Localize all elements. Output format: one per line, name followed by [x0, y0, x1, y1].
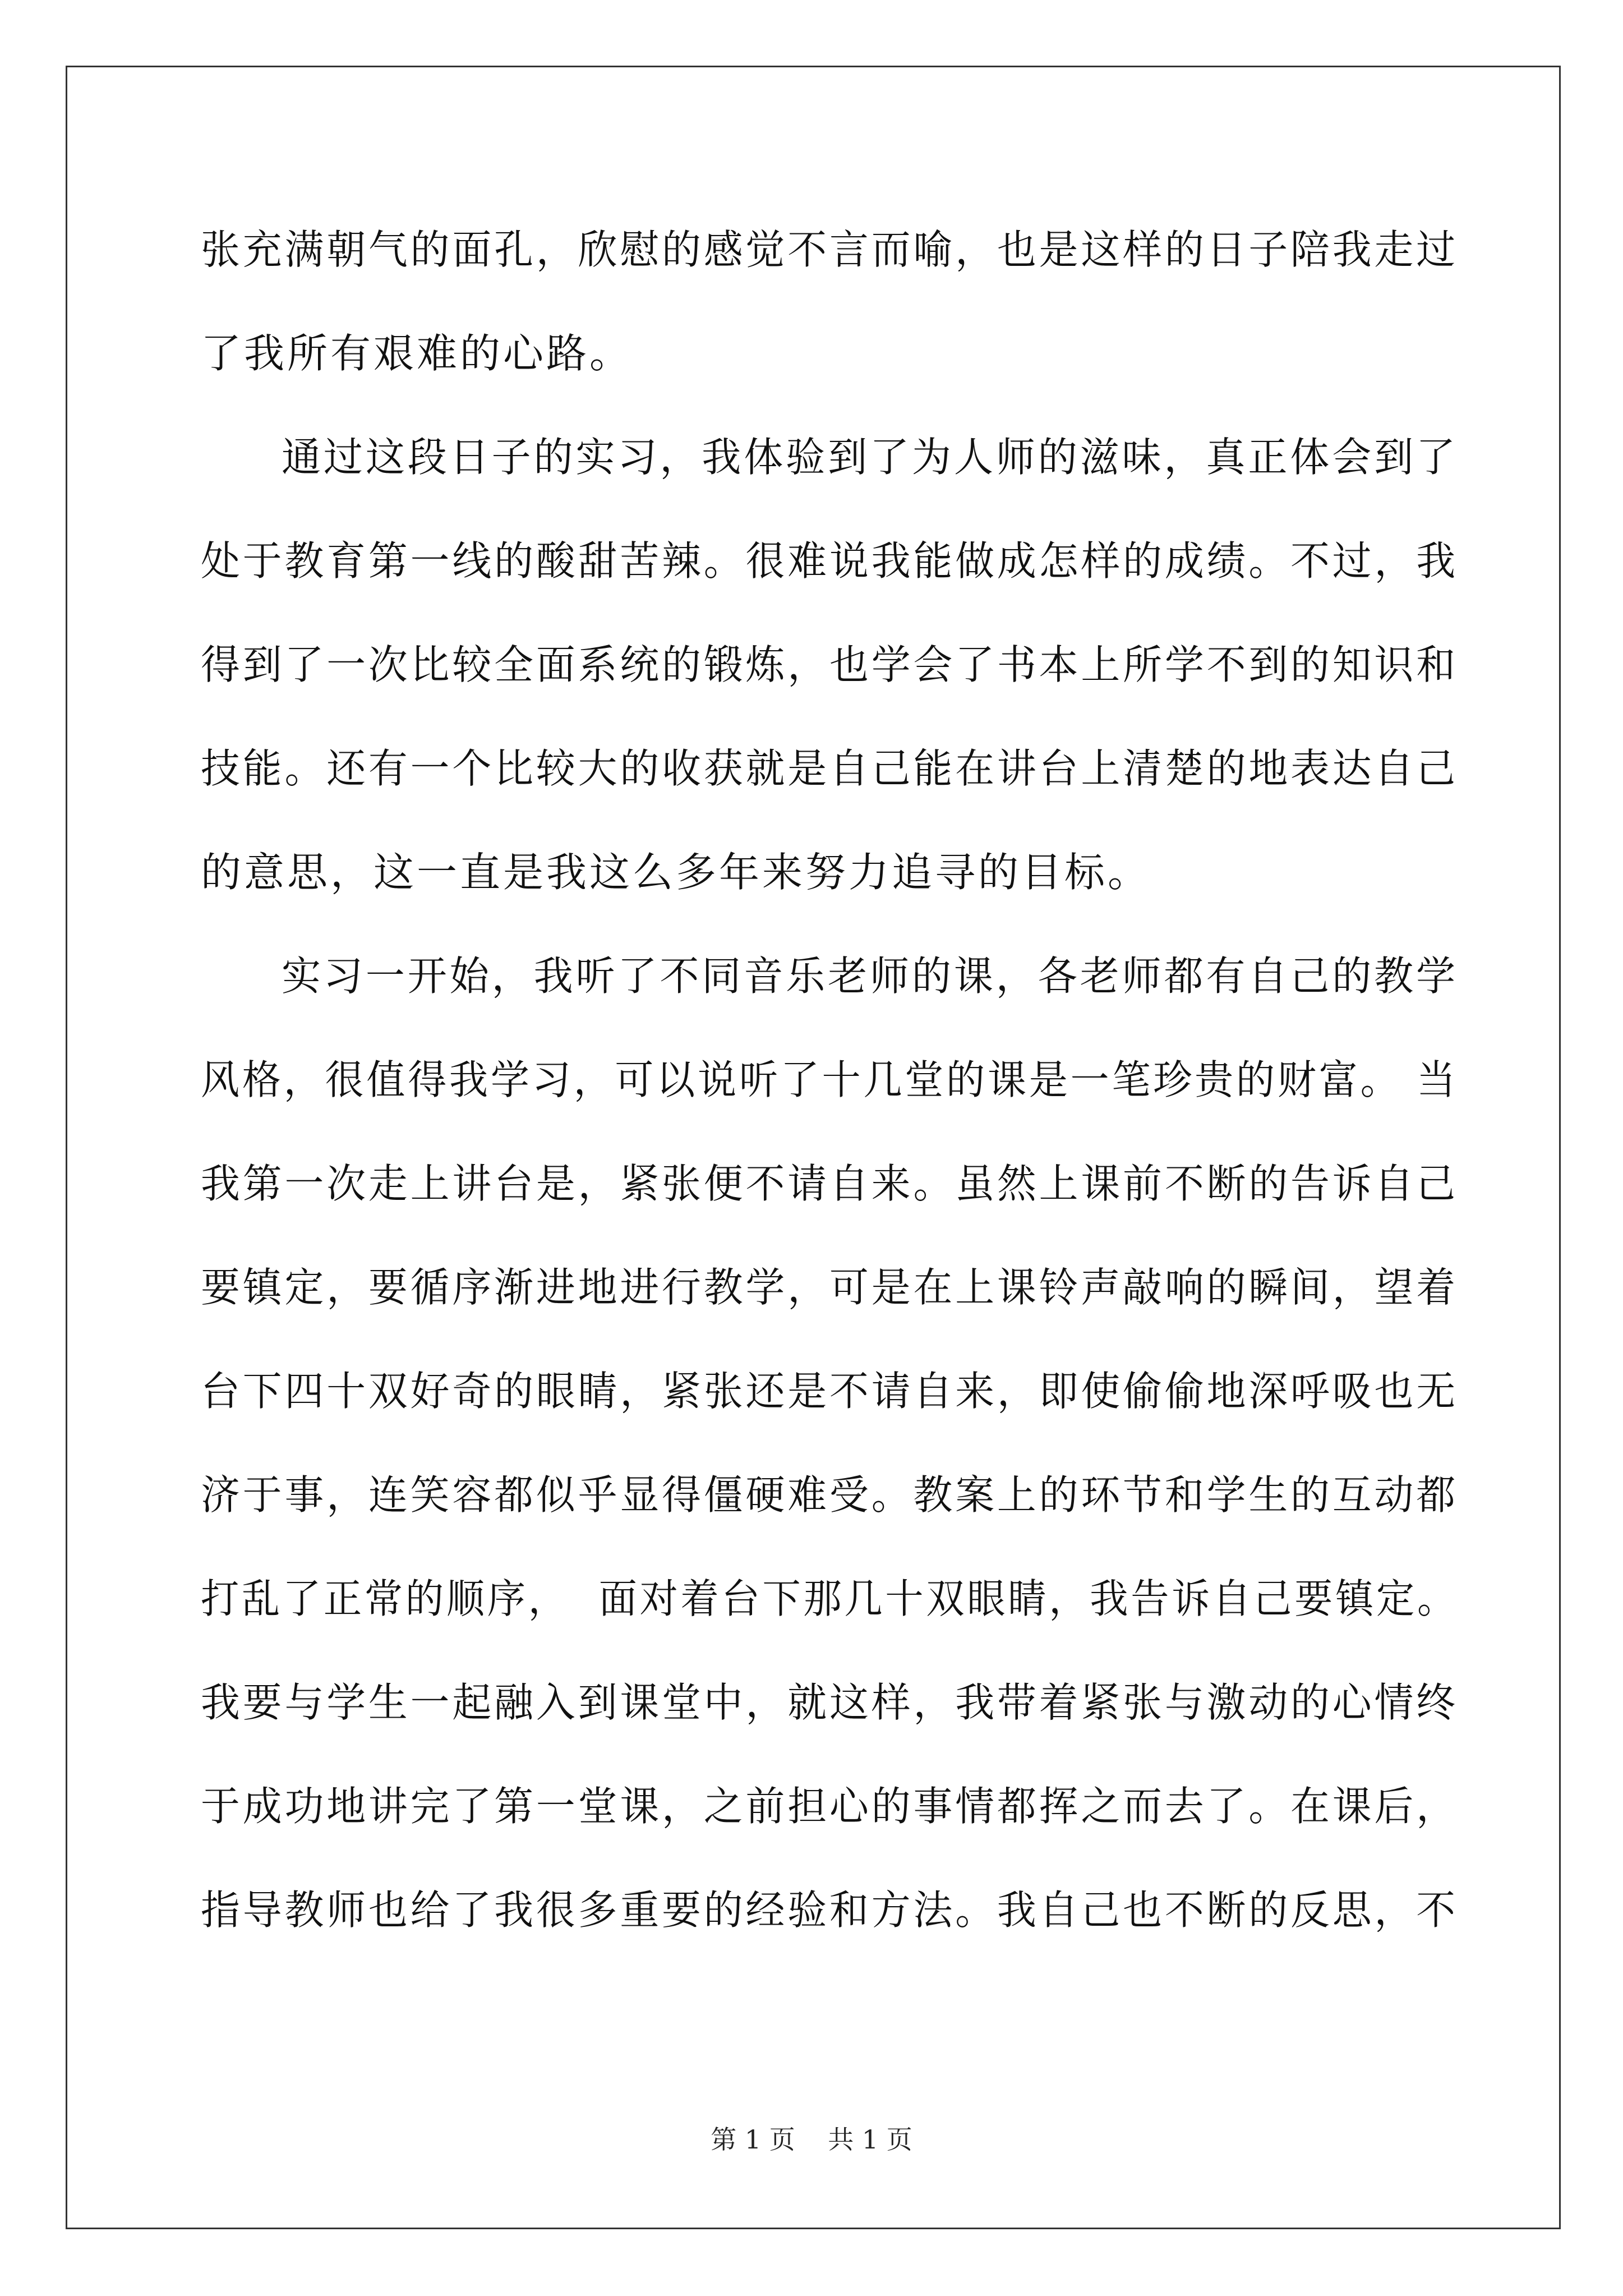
text-line: 济于事，连笑容都似乎显得僵硬难受。教案上的环节和学生的互动都: [201, 1471, 1458, 1519]
text-line: 台下四十双好奇的眼睛，紧张还是不请自来，即使偷偷地深呼吸也无: [201, 1368, 1458, 1415]
text-line: 指导教师也给了我很多重要的经验和方法。我自己也不断的反思，不: [201, 1887, 1458, 1934]
page-number-footer: 第 1 页 共 1 页: [711, 2124, 912, 2155]
text-line: 得到了一次比较全面系统的锻炼，也学会了书本上所学不到的知识和: [201, 641, 1458, 688]
text-line: 我第一次走上讲台是，紧张便不请自来。虽然上课前不断的告诉自己: [201, 1160, 1458, 1207]
text-line: 打乱了正常的顺序， 面对着台下那几十双眼睛，我告诉自己要镇定。: [201, 1575, 1458, 1622]
text-line: 了我所有艰难的心路。: [201, 330, 633, 377]
text-line: 的意思，这一直是我这么多年来努力追寻的目标。: [201, 849, 1151, 896]
paragraph-start-line: 实习一开始，我听了不同音乐老师的课，各老师都有自己的教学: [282, 953, 1458, 1000]
text-line: 张充满朝气的面孔，欣慰的感觉不言而喻，也是这样的日子陪我走过: [201, 226, 1458, 273]
text-line: 于成功地讲完了第一堂课，之前担心的事情都挥之而去了。在课后，: [201, 1783, 1458, 1830]
text-line: 我要与学生一起融入到课堂中，就这样，我带着紧张与激动的心情终: [201, 1679, 1458, 1726]
text-line: 处于教育第一线的酸甜苦辣。很难说我能做成怎样的成绩。不过，我: [201, 537, 1458, 585]
text-line: 技能。还有一个比较大的收获就是自己能在讲台上清楚的地表达自己: [201, 745, 1458, 792]
text-line: 风格，很值得我学习，可以说听了十几堂的课是一笔珍贵的财富。 当: [201, 1056, 1458, 1103]
paragraph-start-line: 通过这段日子的实习，我体验到了为人师的滋味，真正体会到了: [282, 434, 1458, 481]
text-line: 要镇定，要循序渐进地进行教学，可是在上课铃声敲响的瞬间，望着: [201, 1264, 1458, 1311]
